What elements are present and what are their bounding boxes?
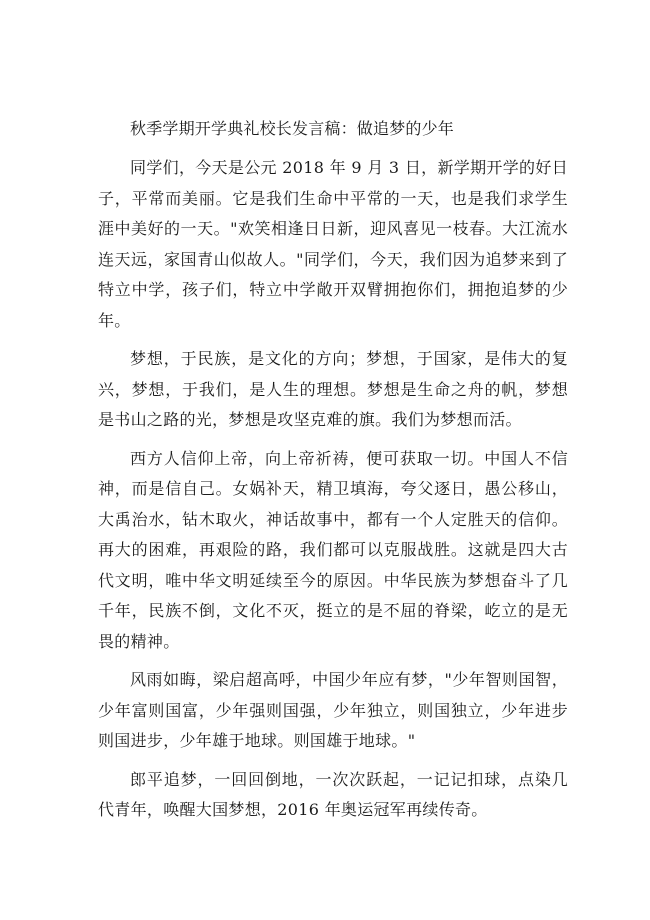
paragraph-lang-ping: 郎平追梦，一回回倒地，一次次跃起，一记记扣球，点染几代青年，唤醒大国梦想，2016 年奥运冠军再续传奇。: [98, 769, 568, 819]
document-title: 秋季学期开学典礼校长发言稿：做追梦的少年: [130, 119, 455, 138]
paragraph-dream-meaning: 梦想，于民族，是文化的方向；梦想，于国家，是伟大的复兴，梦想，于我们，是人生的理想。梦想是生命之舟的帆，梦想是书山之路的光，梦想是攻坚克难的旗。我们为梦想而活。: [98, 349, 568, 429]
paragraph-chinese-belief: 西方人信仰上帝，向上帝祈祷，便可获取一切。中国人不信神，而是信自己。女娲补天，精卫填海，夸父逐日，愚公移山，大禹治水，钻木取火，神话故事中，都有一个人定胜天的信仰。再大的困难，再艰险的路，我们都可以克服战胜。这就是四大古代文明，唯中华文明延续至今的原因。中华民族为梦想奋斗了几千年，民族不倒，文化不灭，挺立的是不屈的脊梁，屹立的是无畏的精神。: [98, 448, 568, 651]
paragraph-greeting: 同学们，今天是公元 2018 年 9 月 3 日，新学期开学的好日子，平常而美丽。它是我们生命中平常的一天，也是我们求学生涯中美好的一天。"欢笑相逢日日新，迎风喜见一枝春。大江流水连天远，家国青山似故人。"同学们，今天，我们因为追梦来到了特立中学，孩子们，特立中学敞开双臂拥抱你们，拥抱追梦的少年。: [98, 158, 568, 330]
paragraph-liang-qichao: 风雨如晦，梁启超高呼，中国少年应有梦，"少年智则国智，少年富则国富，少年强则国强，少年独立，则国独立，少年进步则国进步，少年雄于地球。则国雄于地球。": [98, 670, 568, 750]
